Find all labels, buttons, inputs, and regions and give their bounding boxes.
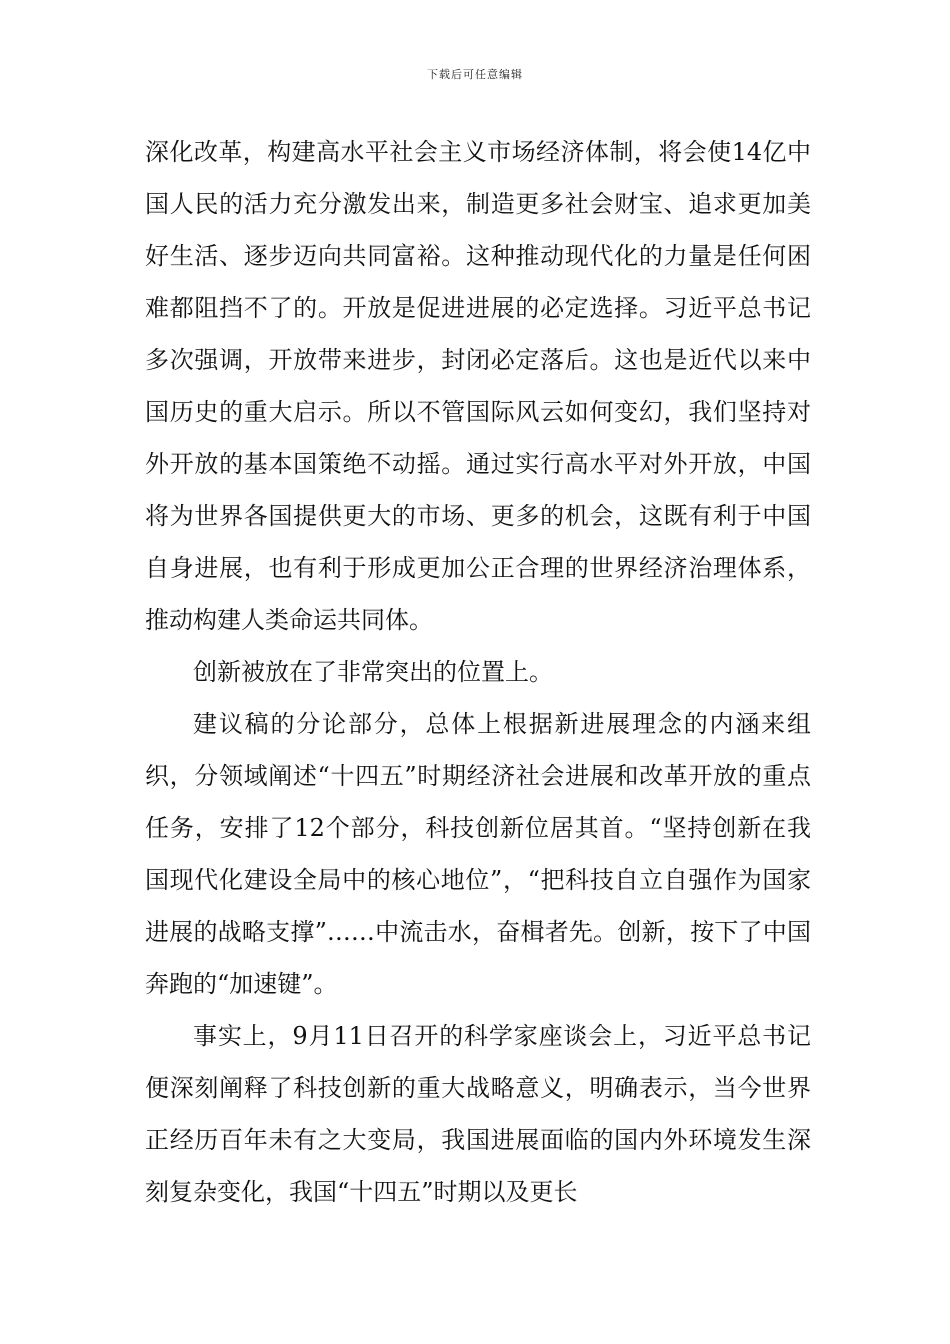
paragraph-proposal-structure: 建议稿的分论部分，总体上根据新进展理念的内涵来组织，分领域阐述“十四五”时期经济社会进展和改革开放的重点任务，安排了12个部分，科技创新位居其首。“坚持创新在我国现代化建设全局中的核心地位”，“把科技自立自强作为国家进展的战略支撑”……中流击水，奋楫者先。创新，按下了中国奔跑的“加速键”。: [145, 710, 811, 998]
paragraph-scientist-meeting: 事实上，9月11日召开的科学家座谈会上，习近平总书记便深刻阐释了科技创新的重大战略意义，明确表示，当今世界正经历百年未有之大变局，我国进展面临的国内外环境发生深刻复杂变化，我国“十四五”时期以及更长: [145, 1022, 811, 1206]
document-body: [145, 126, 811, 1218]
page-header: 下载后可任意编辑: [427, 68, 523, 81]
paragraph-continuation: 深化改革，构建高水平社会主义市场经济体制，将会使14亿中国人民的活力充分激发出来，制造更多社会财宝、追求更加美好生活、逐步迈向共同富裕。这种推动现代化的力量是任何困难都阻挡不了的。开放是促进进展的必定选择。习近平总书记多次强调，开放带来进步，封闭必定落后。这也是近代以来中国历史的重大启示。所以不管国际风云如何变幻，我们坚持对外开放的基本国策绝不动摇。通过实行高水平对外开放，中国将为世界各国提供更大的市场、更多的机会，这既有利于中国自身进展，也有利于形成更加公正合理的世界经济治理体系，推动构建人类命运共同体。: [145, 138, 811, 634]
paragraph-innovation-position: 创新被放在了非常突出的位置上。: [193, 658, 553, 686]
